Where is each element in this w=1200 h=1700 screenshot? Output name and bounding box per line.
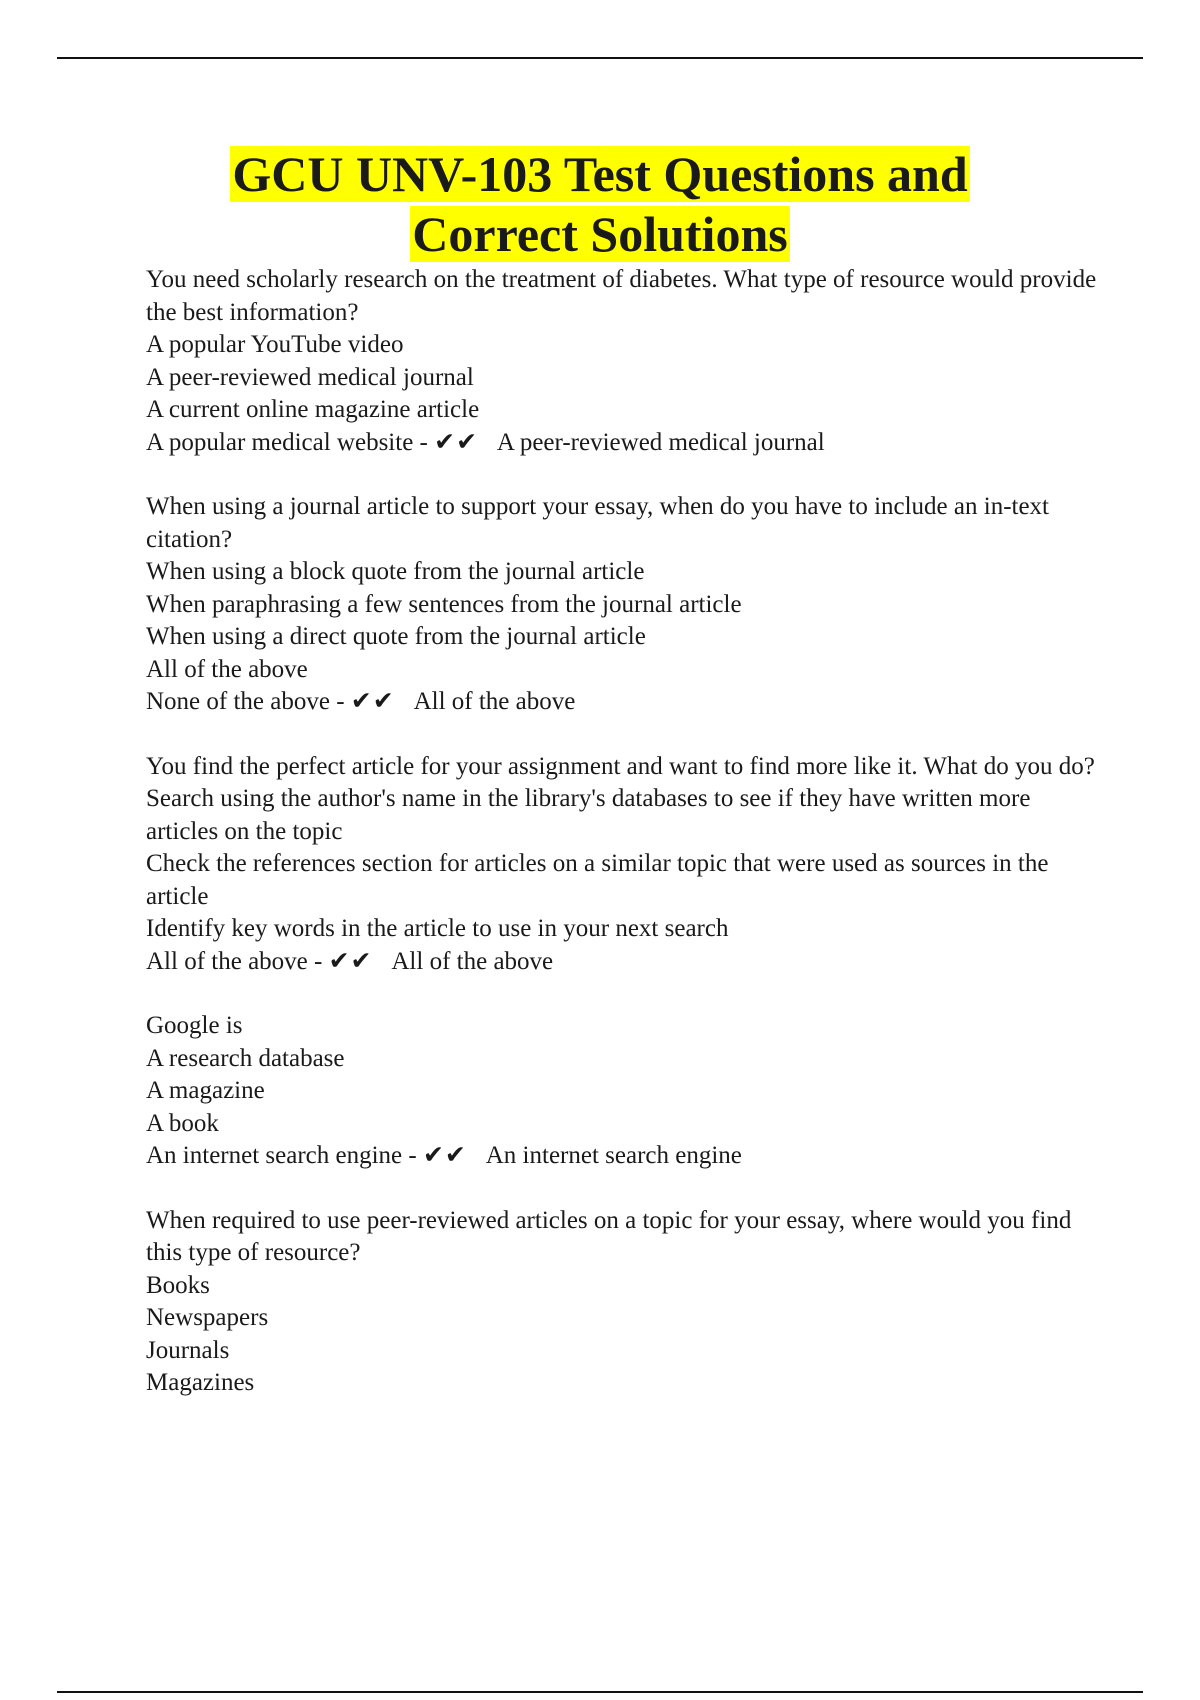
option: A popular YouTube video (146, 331, 404, 358)
footer-rule (57, 1691, 1143, 1693)
option: A book (146, 1109, 219, 1137)
document-body (146, 264, 1106, 1432)
option: Check the references section for articles on a similar topic that were used as sources in the article (146, 850, 1049, 910)
option: Magazines (146, 1369, 255, 1396)
question-text: When using a journal article to support your essay, when do you have to include an in-text citation? (146, 493, 1050, 553)
option: When paraphrasing a few sentences from the journal article (146, 590, 742, 618)
title-line-1: GCU UNV-103 Test Questions and (232, 146, 968, 202)
correct-answer: All of the above (413, 688, 576, 715)
question-block (146, 491, 1106, 719)
correct-answer: An internet search engine (485, 1142, 742, 1169)
option: A research database (146, 1044, 345, 1072)
answer-line (146, 1140, 1106, 1173)
correct-answer: A peer-reviewed medical journal (496, 428, 825, 456)
option: A peer-reviewed medical journal (146, 363, 474, 391)
option: An internet search engine - (146, 1142, 417, 1169)
answer-line (146, 686, 1106, 719)
option: Books (146, 1271, 210, 1299)
page-title (0, 144, 1200, 264)
checkmark-icon: ✔✔ (434, 428, 479, 456)
option: When using a direct quote from the journal article (146, 623, 646, 650)
question-block (146, 751, 1106, 979)
question-text: Google is (146, 1012, 243, 1039)
option: When using a block quote from the journal article (146, 558, 645, 585)
option: All of the above - (146, 947, 323, 975)
option: A magazine (146, 1077, 265, 1104)
answer-line (146, 946, 1106, 979)
correct-answer: All of the above (391, 947, 554, 975)
option: Newspapers (146, 1304, 269, 1331)
question-block (146, 1205, 1106, 1400)
title-line-2: Correct Solutions (412, 206, 788, 262)
option: A current online magazine article (146, 396, 480, 423)
header-rule (57, 57, 1143, 59)
option: A popular medical website - (146, 428, 428, 456)
question-text: You find the perfect article for your assignment and want to find more like it. What do you do? (146, 752, 1095, 780)
question-text: When required to use peer-reviewed articles on a topic for your essay, where would you find this type of resource? (146, 1206, 1072, 1266)
option: None of the above - (146, 688, 345, 715)
answer-line (146, 427, 1106, 460)
option: Journals (146, 1336, 230, 1364)
option: Identify key words in the article to use in your next search (146, 915, 729, 942)
question-block (146, 1010, 1106, 1173)
checkmark-icon: ✔✔ (422, 1142, 467, 1169)
checkmark-icon: ✔✔ (350, 688, 395, 715)
option: All of the above (146, 655, 308, 683)
question-text: You need scholarly research on the treatment of diabetes. What type of resource would provide the best information? (146, 266, 1097, 326)
checkmark-icon: ✔✔ (328, 947, 373, 975)
option: Search using the author's name in the library's databases to see if they have written more articles on the topic (146, 785, 1031, 845)
question-block (146, 264, 1106, 459)
